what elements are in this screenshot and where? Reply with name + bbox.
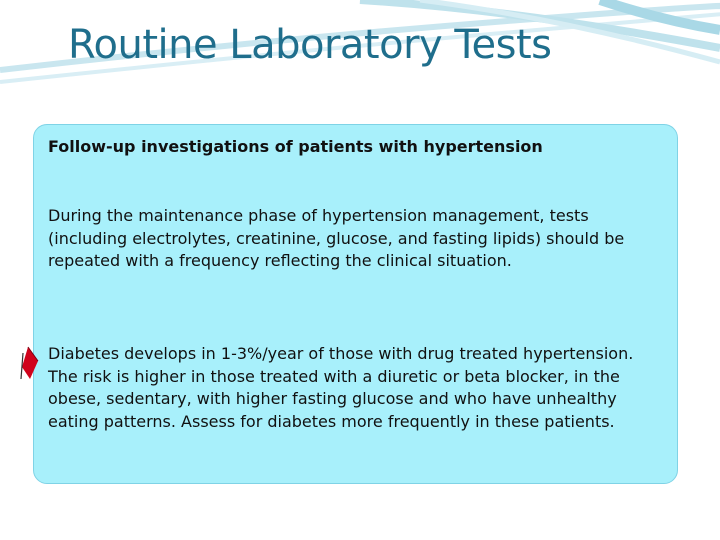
- slide-title: Routine Laboratory Tests: [68, 22, 552, 68]
- content-panel: [33, 124, 678, 484]
- panel-heading: Follow-up investigations of patients with hypertension: [48, 137, 543, 156]
- red-flag-icon: [20, 345, 40, 381]
- paragraph-diabetes: Diabetes develops in 1-3%/year of those with drug treated hypertension. The risk is higher in those treated with a diuretic or beta blocker, in the obese, sedentary, with higher fasting glucose and who have unhealthy eating patterns. Assess for diabetes more frequently in these patients.: [48, 344, 634, 431]
- paragraph-maintenance: During the maintenance phase of hypertension management, tests (including electrolytes, creatinine, glucose, and fasting lipids) should be repeated with a frequency reflecting the clinical situation.: [48, 206, 625, 270]
